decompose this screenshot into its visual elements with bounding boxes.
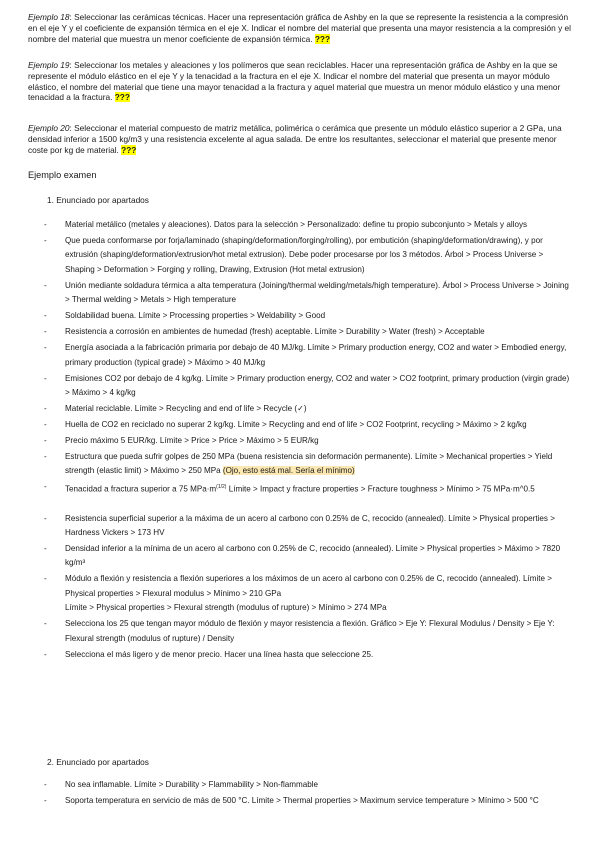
highlight-mark: ??? (314, 33, 331, 44)
example-text: : Seleccionar las cerámicas técnicas. Hacer una representación gráfica de Ashby en la que se represente la resistencia a la compresión en el eje Y y el coeficiente de expansión térmica en el eje X. Indicar el nombre del material que presenta una mayor resistencia a la compresión y el nombre del material que muestra un menor coeficiente de expansión térmica. (28, 12, 571, 44)
example-18 (28, 12, 576, 44)
superscript: (1/2) (216, 484, 227, 491)
highlight-mark: ??? (114, 92, 130, 103)
section-heading: Ejemplo examen (28, 170, 97, 180)
list-item: - Precio máximo 5 EUR/kg. Límite > Price > Price > Máximo > 5 EUR/kg (44, 434, 574, 448)
item-text: Tenacidad a fractura superior a 75 MPa·m (65, 485, 217, 495)
correction-note: (Ojo, esto está mal. Sería el mínimo) (222, 466, 355, 476)
list-item: - Soldabilidad buena. Límite > Processing properties > Weldability > Good (44, 309, 574, 323)
section-1-list (44, 218, 574, 664)
list-item: - Emisiones CO2 por debajo de 4 kg/kg. Límite > Primary production energy, CO2 and water > CO2 footprint, primary production (virgin grade) > Máximo > 4 kg/kg (44, 372, 574, 401)
list-item: - Módulo a flexión y resistencia a flexión superiores a los máximos de un acero al carbono con 0.25% de C, recocido (annealed). Límite > Physical properties > Flexural modulus > Mínimo > 210 GPa Límite > Physical properties > Flexural strength (modulus of rupture) > Mínimo > 274 MPa (44, 572, 574, 615)
list-item: - Huella de CO2 en reciclado no superar 2 kg/kg. Límite > Recycling and end of life > CO2 Footprint, recycling > Máximo > 2 kg/kg (44, 418, 574, 432)
list-item: - Selecciona los 25 que tengan mayor módulo de flexión y mayor resistencia a flexión. Gráfico > Eje Y: Flexural Modulus / Density > Eje Y: Flexural strength (modulus of rupture) / Density (44, 617, 574, 646)
list-item: - Energía asociada a la fabricación primaria por debajo de 40 MJ/kg. Límite > Primary production energy, CO2 and water > Embodied energy, primary production (typical grade) > Máximo > 40 MJ/kg (44, 341, 574, 370)
highlight-mark: ??? (121, 144, 137, 155)
section-2-title: 2. Enunciado por apartados (47, 757, 149, 767)
list-item-fracture-toughness (44, 480, 574, 497)
list-item: - Material metálico (metales y aleaciones). Datos para la selección > Personalizado: define tu propio subconjunto > Metals y alloys (44, 218, 574, 232)
list-item: - Que pueda conformarse por forja/laminado (shaping/deformation/forging/rolling), por embutición (shaping/deformation/drawing), y por extrusión (shaping/deformation/extrusion/hot metal extrusion). Debe poder procesarse por los 3 métodos. Árbol > Process Universe > Shaping > Deformation > Forging y rolling, Drawing, Extrusion (Hot metal extrusion) (44, 234, 574, 277)
example-text: : Seleccionar los metales y aleaciones y los polímeros que sean reciclables. Hacer una representación gráfica de Ashby en la que se represente el módulo elástico en el eje Y y la tenacidad a la fractura en el eje X. Indicar el nombre del material que presenta un mayor módulo elástico, el nombre del material que tiene una mayor tenacidad a la fractura y aquel material que muestra un menor módulo elástico y una menor tenacidad a la fractura. (28, 60, 561, 103)
example-20 (28, 123, 576, 155)
example-label: Ejemplo 20 (28, 123, 70, 133)
list-item: - Resistencia superficial superior a la máxima de un acero al carbono con 0.25% de C, recocido (annealed). Límite > Physical properties > Hardness Vickers > 173 HV (44, 512, 574, 541)
list-item-yield-strength (44, 450, 574, 479)
list-item: - Material reciclable. Límite > Recycling and end of life > Recycle (✓) (44, 402, 574, 416)
example-label: Ejemplo 19 (28, 60, 70, 70)
section-1-title: 1. Enunciado por apartados (47, 195, 149, 205)
example-19 (28, 60, 576, 103)
list-item: - No sea inflamable. Límite > Durability > Flammability > Non-flammable (44, 778, 574, 792)
list-item: - Resistencia a corrosión en ambientes de humedad (fresh) aceptable. Límite > Durability > Water (fresh) > Acceptable (44, 325, 574, 339)
list-item: - Densidad inferior a la mínima de un acero al carbono con 0.25% de C, recocido (annealed). Límite > Physical properties > Máximo > 7820 kg/m³ (44, 542, 574, 571)
example-label: Ejemplo 18 (28, 12, 70, 22)
list-item: - Soporta temperatura en servicio de más de 500 °C. Límite > Thermal properties > Maximum service temperature > Mínimo > 500 °C (44, 794, 574, 808)
list-item: - Selecciona el más ligero y de menor precio. Hacer una línea hasta que seleccione 25. (44, 648, 574, 662)
section-2-list (44, 778, 574, 810)
item-text: Límite > Impact y fracture properties > Fracture toughness > Mínimo > 75 MPa·m^0.5 (226, 485, 535, 495)
list-item: - Unión mediante soldadura térmica a alta temperatura (Joining/thermal welding/metals/high temperature). Árbol > Process Universe > Joining > Thermal welding > Metals > High temperature (44, 279, 574, 308)
item-text: Estructura que pueda sufrir golpes de 250 MPa (buena resistencia sin deformación permanente). Límite > Mechanical properties > Yield strength (elastic limit) > Máximo > 250 MPa (65, 452, 553, 476)
example-text: : Seleccionar el material compuesto de matriz metálica, polimérica o cerámica que presente un módulo elástico superior a 2 GPa, una densidad inferior a 1500 kg/m3 y una resistencia excelente al agua salada. De entre los resultantes, seleccionar el material que presente menor coste por kg de material. (28, 123, 562, 155)
